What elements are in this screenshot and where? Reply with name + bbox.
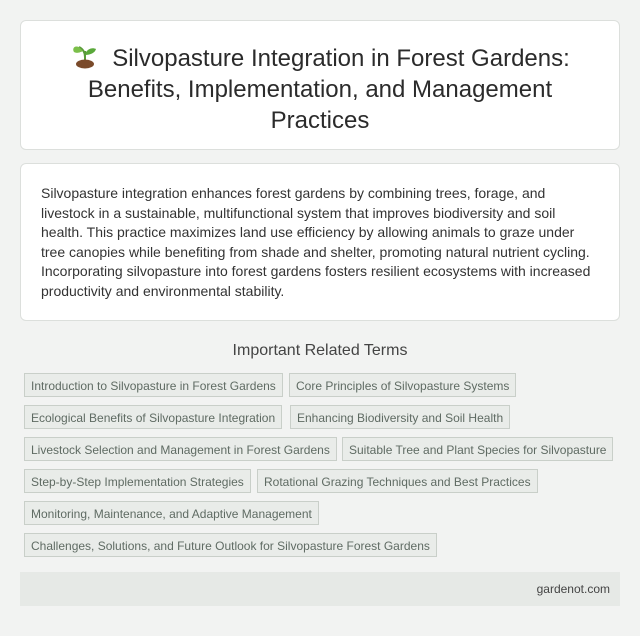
related-term-chip[interactable]: Core Principles of Silvopasture Systems <box>289 373 516 397</box>
title-card <box>20 20 620 150</box>
related-term-chip[interactable]: Step-by-Step Implementation Strategies <box>24 469 251 493</box>
summary-card <box>20 163 620 321</box>
related-term-chip[interactable]: Ecological Benefits of Silvopasture Integration <box>24 405 282 429</box>
related-term-chip[interactable]: Monitoring, Maintenance, and Adaptive Management <box>24 501 319 525</box>
related-term-chip[interactable]: Enhancing Biodiversity and Soil Health <box>290 405 510 429</box>
page-title-text: Silvopasture Integration in Forest Gardens: Benefits, Implementation, and Management Practices <box>87 45 570 134</box>
related-term-chip[interactable]: Challenges, Solutions, and Future Outlook for Silvopasture Forest Gardens <box>24 533 437 557</box>
related-terms-heading: Important Related Terms <box>232 342 408 359</box>
related-term-chip[interactable]: Suitable Tree and Plant Species for Silvopasture <box>342 437 613 461</box>
seedling-icon <box>70 43 100 69</box>
related-term-chip[interactable]: Rotational Grazing Techniques and Best Practices <box>257 469 538 493</box>
related-term-chip[interactable]: Introduction to Silvopasture in Forest Gardens <box>24 373 283 397</box>
page-title <box>57 43 583 136</box>
summary-text: Silvopasture integration enhances forest gardens by combining trees, forage, and livestock in a sustainable, multifunctional system that improves biodiversity and soil health. This practice maximizes land use efficiency by allowing animals to graze under tree canopies while benefiting from shade and shelter, promoting natural nutrient cycling. Incorporating silvopasture into forest gardens fosters resilient ecosystems with increased productivity and environmental stability. <box>41 185 591 299</box>
footer-site-link[interactable]: gardenot.com <box>536 582 610 596</box>
related-term-chip[interactable]: Livestock Selection and Management in Forest Gardens <box>24 437 337 461</box>
footer <box>20 572 620 606</box>
